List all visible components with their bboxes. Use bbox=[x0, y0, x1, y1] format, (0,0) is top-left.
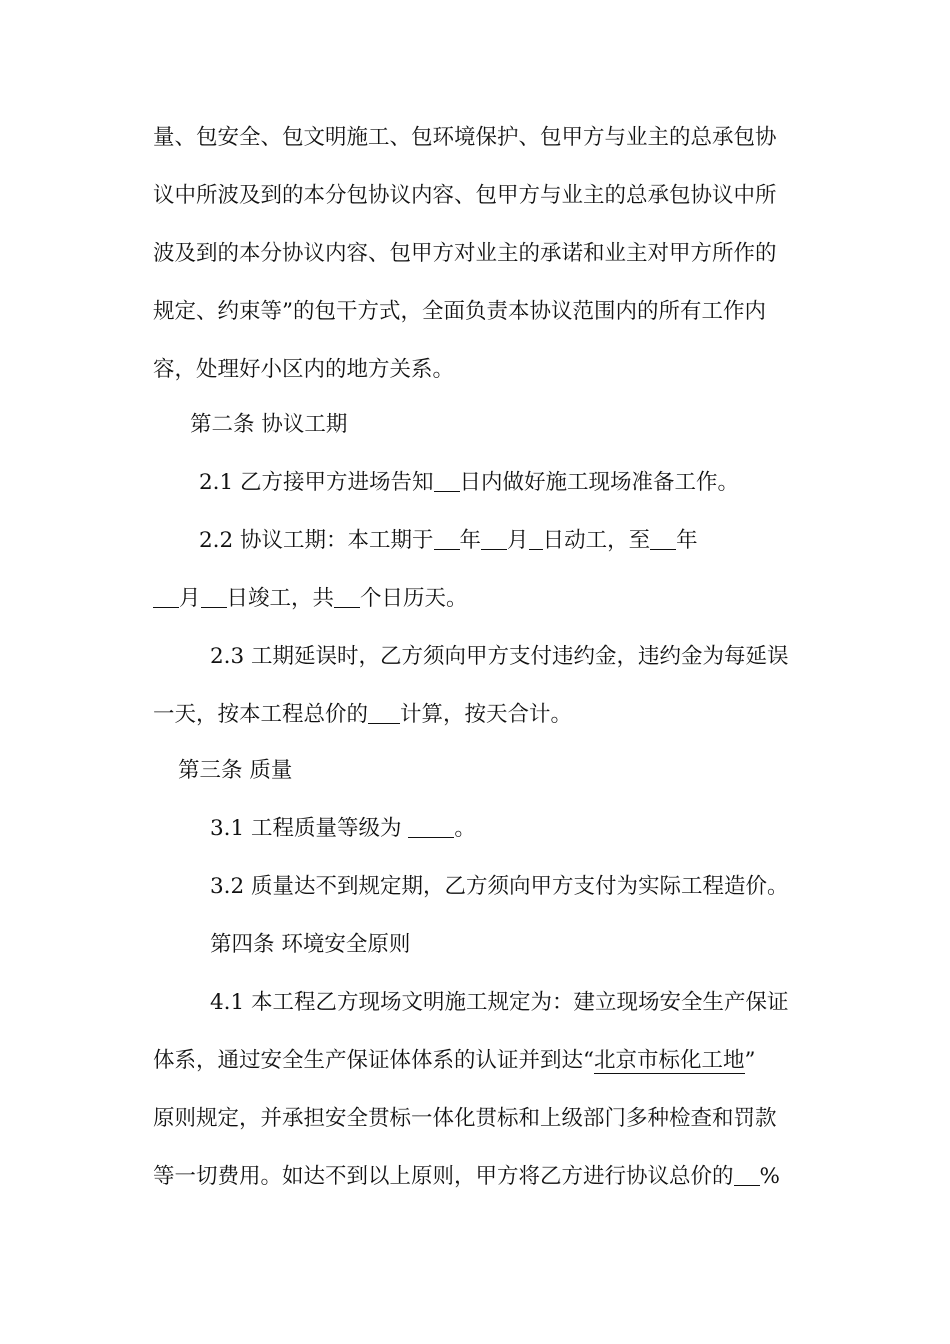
article-2-heading: 第二条 协议工期 bbox=[190, 412, 348, 437]
blank-field bbox=[650, 527, 676, 550]
item-2-3-line-2 bbox=[153, 700, 572, 730]
blank-field bbox=[434, 469, 460, 492]
item-2-2-text: 个日历天。 bbox=[360, 586, 468, 611]
item-2-1-text: 日内做好施工现场准备工作。 bbox=[459, 470, 740, 495]
item-3-1-text: 。 bbox=[454, 816, 476, 841]
item-4-1-line-2 bbox=[153, 1046, 756, 1076]
article-3-heading: 第三条 质量 bbox=[178, 758, 293, 783]
item-4-1-line-3: 原则规定，并承担安全贯标一体化贯标和上级部门多种检查和罚款 bbox=[153, 1106, 777, 1131]
item-4-1-text: % bbox=[759, 1164, 780, 1189]
underlined-standard-name: 北京市标化工地 bbox=[594, 1048, 745, 1073]
blank-field bbox=[481, 527, 507, 550]
item-2-2-text: 年 bbox=[459, 528, 482, 553]
item-3-1-text: 3.1 工程质量等级为 bbox=[210, 816, 409, 841]
blank-field bbox=[408, 815, 454, 838]
blank-field bbox=[529, 527, 543, 550]
item-3-2: 3.2 质量达不到规定期，乙方须向甲方支付为实际工程造价。 bbox=[210, 874, 789, 899]
item-4-1-text: 体系，通过安全生产保证体体系的认证并到达“ bbox=[153, 1048, 594, 1073]
blank-field bbox=[734, 1163, 760, 1186]
blank-field bbox=[201, 585, 227, 608]
item-2-3-text: 计算，按天合计。 bbox=[400, 702, 573, 727]
body-line: 波及到的本分协议内容、包甲方对业主的承诺和业主对甲方所作的 bbox=[153, 241, 777, 266]
item-2-3-text: 一天，按本工程总价的 bbox=[153, 702, 369, 727]
item-2-2-text: 月 bbox=[179, 586, 201, 611]
item-2-2-text: 2.2 协议工期：本工期于 bbox=[199, 528, 434, 553]
body-line: 量、包安全、包文明施工、包环境保护、包甲方与业主的总承包协 bbox=[153, 125, 777, 150]
item-2-2-line-2 bbox=[153, 584, 468, 614]
item-2-2-text: 日竣工，共 bbox=[226, 586, 335, 611]
item-2-2-text: 年 bbox=[676, 528, 698, 553]
item-2-1 bbox=[199, 468, 739, 498]
item-2-2-text: 日动工，至 bbox=[542, 528, 651, 553]
item-2-1-text: 2.1 乙方接甲方进场告知 bbox=[199, 470, 434, 495]
blank-field bbox=[434, 527, 460, 550]
body-line: 容，处理好小区内的地方关系。 bbox=[153, 357, 455, 382]
item-4-1-text: 等一切费用。如达不到以上原则，甲方将乙方进行协议总价的 bbox=[153, 1164, 734, 1189]
body-line: 规定、约束等”的包干方式，全面负责本协议范围内的所有工作内 bbox=[153, 299, 766, 324]
blank-field bbox=[334, 585, 360, 608]
item-2-2-line-1 bbox=[199, 526, 698, 556]
article-4-heading: 第四条 环境安全原则 bbox=[210, 932, 411, 957]
item-4-1-text: ” bbox=[744, 1048, 756, 1073]
body-line: 议中所波及到的本分包协议内容、包甲方与业主的总承包协议中所 bbox=[153, 183, 777, 208]
item-4-1-line-1: 4.1 本工程乙方现场文明施工规定为：建立现场安全生产保证 bbox=[210, 990, 789, 1015]
blank-field bbox=[368, 701, 400, 724]
item-2-3-line-1: 2.3 工期延误时，乙方须向甲方支付违约金，违约金为每延误 bbox=[210, 644, 789, 669]
item-4-1-line-4 bbox=[153, 1162, 780, 1192]
blank-field bbox=[153, 585, 179, 608]
item-3-1 bbox=[210, 814, 476, 844]
item-2-2-text: 月 bbox=[507, 528, 529, 553]
